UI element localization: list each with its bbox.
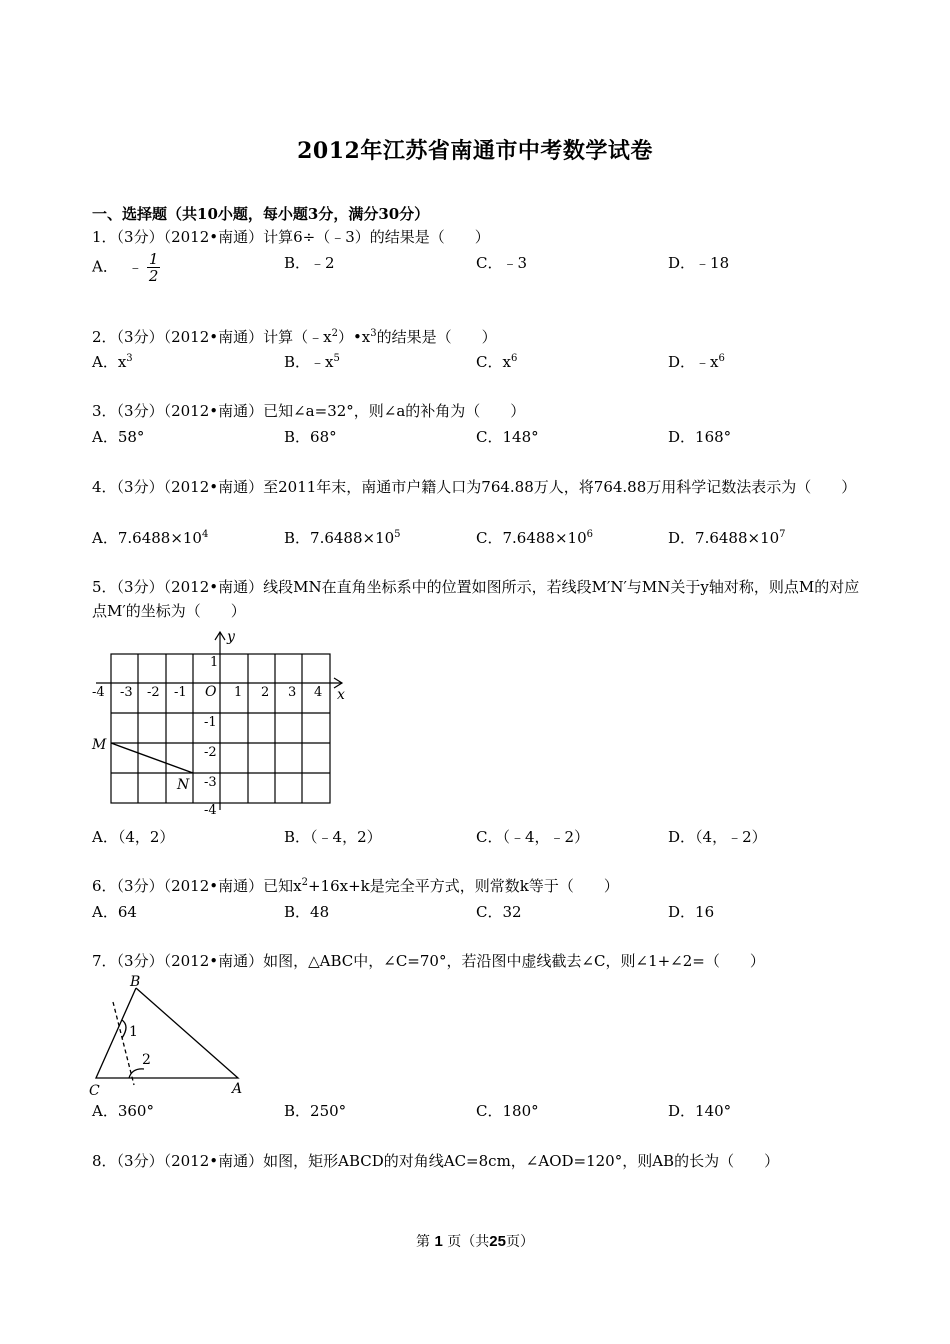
y-tick-label: -3 bbox=[204, 775, 217, 790]
fraction: $\frac{1}{2}$ bbox=[148, 250, 159, 285]
point-n-label: N bbox=[177, 777, 190, 793]
option-c: C．$x^6$ bbox=[476, 353, 518, 371]
option-a: A．58° bbox=[92, 428, 145, 446]
option-b: B．48 bbox=[284, 903, 330, 921]
option-a: A．（4，2） bbox=[92, 828, 175, 846]
option-c: C．148° bbox=[476, 428, 539, 446]
option-b: B．$﹣x^5$ bbox=[284, 353, 340, 371]
option-a: A．64 bbox=[92, 903, 137, 921]
axis-y-label: y bbox=[227, 629, 235, 645]
x-tick-label: 1 bbox=[234, 685, 243, 700]
y-tick-label: -1 bbox=[204, 715, 217, 730]
option-a: A．$x^3$ bbox=[92, 353, 133, 371]
cut-dashed-line bbox=[113, 1002, 134, 1085]
question-1-options bbox=[92, 250, 862, 285]
option-c: C．﹣3 bbox=[476, 254, 528, 272]
angle-2-label: 2 bbox=[142, 1052, 151, 1068]
option-d: D．168° bbox=[668, 428, 732, 446]
axis-x-label: x bbox=[337, 687, 345, 703]
question-6-options bbox=[92, 900, 862, 924]
triangle-abc bbox=[96, 988, 238, 1078]
option-c: C．32 bbox=[476, 903, 522, 921]
x-tick-label: 3 bbox=[288, 685, 297, 700]
option-b: B．﹣2 bbox=[284, 254, 335, 272]
page-footer: 第 1 页（共25页） bbox=[416, 1233, 534, 1250]
question-1-stem: 1．（3分）（2012•南通）计算6÷（﹣3）的结果是（ ） bbox=[92, 228, 490, 246]
option-b: B．250° bbox=[284, 1102, 347, 1120]
x-tick-label: 4 bbox=[314, 685, 323, 700]
option-c: C．180° bbox=[476, 1102, 539, 1120]
option-d: D．140° bbox=[668, 1102, 732, 1120]
question-7-options bbox=[92, 1099, 862, 1123]
question-2-options bbox=[92, 350, 862, 374]
angle-1-label: 1 bbox=[129, 1024, 138, 1040]
triangle-figure bbox=[86, 972, 256, 1100]
option-a: A． ﹣ $\frac{1}{2}$ bbox=[92, 250, 159, 285]
question-3-options bbox=[92, 425, 862, 449]
question-8-stem: 8．（3分）（2012•南通）如图，矩形ABCD的对角线AC=8cm，∠AOD=120°，则AB的长为（ ） bbox=[92, 1152, 780, 1170]
option-b: B．68° bbox=[284, 428, 337, 446]
vertex-c-label: C bbox=[89, 1083, 100, 1099]
segment-mn bbox=[111, 743, 193, 773]
question-4-options bbox=[92, 526, 862, 550]
x-tick-label: -2 bbox=[147, 685, 160, 700]
section-heading: 一、选择题（共10小题，每小题3分，满分30分） bbox=[92, 205, 430, 223]
page-number: 1 bbox=[434, 1233, 443, 1250]
x-tick-label: -1 bbox=[174, 685, 187, 700]
vertex-a-label: A bbox=[232, 1081, 243, 1097]
coordinate-grid-figure bbox=[88, 628, 358, 820]
question-4-stem: 4．（3分）（2012•南通）至2011年末，南通市户籍人口为764.88万人，将764.88万用科学记数法表示为（ ） bbox=[92, 478, 857, 496]
option-c: C．$7.6488\times 10^6$ bbox=[476, 529, 593, 547]
option-a: A．$7.6488\times 10^4$ bbox=[92, 529, 209, 547]
x-tick-label: 2 bbox=[261, 685, 270, 700]
vertex-b-label: B bbox=[130, 974, 141, 990]
option-d: D．$7.6488\times 10^7$ bbox=[668, 529, 786, 547]
question-7-stem: 7．（3分）（2012•南通）如图，△ABC中，∠C=70°，若沿图中虚线截去∠C，则∠1+∠2=（ ） bbox=[92, 952, 765, 970]
option-b: B．$7.6488\times 10^5$ bbox=[284, 529, 401, 547]
page-total: 25 bbox=[489, 1233, 506, 1250]
question-2-stem: 2．（3分）（2012•南通）计算$(﹣x^2)•x^3$的结果是（ ） bbox=[92, 328, 497, 346]
option-c: C．（﹣4，﹣2） bbox=[476, 828, 590, 846]
option-b: B．（﹣4，2） bbox=[284, 828, 382, 846]
x-tick-label: -3 bbox=[120, 685, 133, 700]
option-a: A．360° bbox=[92, 1102, 154, 1120]
page-title: 2012年江苏省南通市中考数学试卷 bbox=[297, 138, 653, 164]
question-3-stem: 3．（3分）（2012•南通）已知∠a=32°，则∠a的补角为（ ） bbox=[92, 402, 526, 420]
origin-label: O bbox=[205, 684, 217, 700]
option-d: D．16 bbox=[668, 903, 715, 921]
option-d: D．$﹣x^6$ bbox=[668, 353, 725, 371]
y-tick-label: -4 bbox=[204, 803, 217, 818]
option-d: D．（4，﹣2） bbox=[668, 828, 767, 846]
x-tick-label: -4 bbox=[92, 685, 105, 700]
option-d: D．﹣18 bbox=[668, 254, 730, 272]
y-tick-label: 1 bbox=[210, 655, 219, 670]
y-tick-label: -2 bbox=[204, 745, 217, 760]
question-5-stem: 5．（3分）（2012•南通）线段MN在直角坐标系中的位置如图所示，若线段M′N′与MN关于y轴对称，则点M的对应点M′的坐标为（ ） bbox=[92, 578, 860, 620]
question-6-stem: 6．（3分）（2012•南通）已知$x^2+16x+k$是完全平方式，则常数k等于（ ） bbox=[92, 877, 619, 895]
point-m-label: M bbox=[92, 737, 107, 753]
question-5-options bbox=[92, 825, 862, 849]
